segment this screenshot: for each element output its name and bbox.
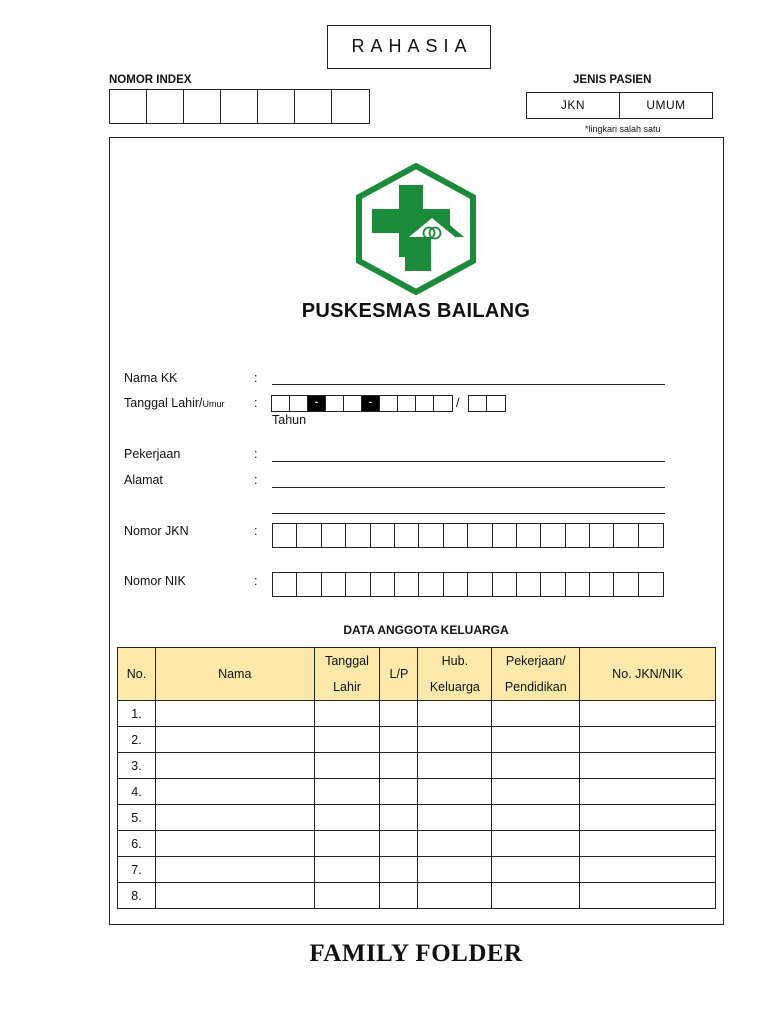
nomor-jkn-label: Nomor JKN <box>124 524 189 538</box>
cell-lp[interactable] <box>380 883 418 909</box>
nik-digit-box[interactable] <box>297 573 321 596</box>
colon: : <box>254 396 258 410</box>
patient-type-umum[interactable]: UMUM <box>619 93 712 118</box>
nik-digit-box[interactable] <box>346 573 370 596</box>
jkn-digit-box[interactable] <box>468 524 492 547</box>
cell-hub[interactable] <box>418 831 492 857</box>
confidential-box <box>327 25 491 69</box>
cell-nama[interactable] <box>155 831 314 857</box>
cell-tanggal[interactable] <box>314 753 380 779</box>
nik-digit-box[interactable] <box>590 573 614 596</box>
cell-jkn[interactable] <box>580 883 716 909</box>
family-folder-title: FAMILY FOLDER <box>309 940 523 967</box>
col-tanggal-line2: Lahir <box>333 680 361 694</box>
cell-pekerjaan[interactable] <box>492 701 580 727</box>
cell-tanggal[interactable] <box>314 727 380 753</box>
col-hub-line2: Keluarga <box>429 680 480 694</box>
index-number-label: NOMOR INDEX <box>109 74 192 86</box>
cell-nama[interactable] <box>155 753 314 779</box>
jkn-digit-box[interactable] <box>639 524 663 547</box>
cell-jkn[interactable] <box>580 753 716 779</box>
jkn-digit-box[interactable] <box>322 524 346 547</box>
jkn-digit-box[interactable] <box>493 524 517 547</box>
cell-tanggal[interactable] <box>314 779 380 805</box>
jkn-digit-box[interactable] <box>566 524 590 547</box>
cell-pekerjaan[interactable] <box>492 857 580 883</box>
jkn-digit-box[interactable] <box>614 524 638 547</box>
colon: : <box>254 447 258 461</box>
col-pek-line1: Pekerjaan/ <box>505 654 566 668</box>
col-no: No. <box>118 648 156 701</box>
cell-tanggal[interactable] <box>314 857 380 883</box>
date-separator: - <box>362 396 380 411</box>
date-digit-box[interactable] <box>326 396 344 411</box>
row-number: 2. <box>118 727 156 753</box>
jkn-digit-box[interactable] <box>444 524 468 547</box>
row-number: 6. <box>118 831 156 857</box>
nik-number-boxes[interactable] <box>272 572 664 597</box>
date-separator: - <box>308 396 326 411</box>
cell-pekerjaan[interactable] <box>492 831 580 857</box>
alamat-input-line-1[interactable] <box>272 487 665 488</box>
nik-digit-box[interactable] <box>468 573 492 596</box>
age-boxes[interactable] <box>468 395 506 412</box>
colon: : <box>254 524 258 538</box>
col-hub-line1: Hub. <box>441 654 469 668</box>
cell-lp[interactable] <box>380 779 418 805</box>
nik-digit-box[interactable] <box>395 573 419 596</box>
date-digit-box[interactable] <box>380 396 398 411</box>
cell-nama[interactable] <box>155 805 314 831</box>
cell-jkn[interactable] <box>580 779 716 805</box>
table-row <box>118 883 716 909</box>
jkn-digit-box[interactable] <box>371 524 395 547</box>
confidential-label: RAHASIA <box>351 36 473 56</box>
cell-hub[interactable] <box>418 727 492 753</box>
table-row <box>118 727 716 753</box>
cell-jkn[interactable] <box>580 831 716 857</box>
table-row <box>118 857 716 883</box>
nik-digit-box[interactable] <box>517 573 541 596</box>
nomor-nik-label: Nomor NIK <box>124 574 186 588</box>
index-digit-box[interactable] <box>221 90 258 123</box>
cell-tanggal[interactable] <box>314 831 380 857</box>
age-digit-box[interactable] <box>469 396 487 411</box>
tanggal-lahir-text: Tanggal Lahir/ <box>124 396 203 410</box>
index-digit-box[interactable] <box>258 90 295 123</box>
date-digit-box[interactable] <box>398 396 416 411</box>
jkn-digit-box[interactable] <box>346 524 370 547</box>
age-digit-box[interactable] <box>487 396 505 411</box>
patient-type-note: *lingkari salah satu <box>585 124 661 134</box>
kemenkes-hexagon-cross-icon <box>355 163 477 295</box>
colon: : <box>254 574 258 588</box>
nik-digit-box[interactable] <box>273 573 297 596</box>
cell-nama[interactable] <box>155 779 314 805</box>
patient-type-options <box>526 92 713 119</box>
alamat-input-line-2[interactable] <box>272 513 665 514</box>
cell-jkn[interactable] <box>580 805 716 831</box>
row-number: 1. <box>118 701 156 727</box>
umur-label: Umur <box>202 399 225 409</box>
jkn-digit-box[interactable] <box>273 524 297 547</box>
cell-tanggal[interactable] <box>314 883 380 909</box>
cell-lp[interactable] <box>380 805 418 831</box>
cell-nama[interactable] <box>155 701 314 727</box>
nik-digit-box[interactable] <box>566 573 590 596</box>
cell-hub[interactable] <box>418 701 492 727</box>
tahun-label: Tahun <box>272 413 307 427</box>
row-number: 7. <box>118 857 156 883</box>
nama-kk-label: Nama KK <box>124 371 178 385</box>
index-digit-box[interactable] <box>295 90 332 123</box>
cell-hub[interactable] <box>418 883 492 909</box>
cell-pekerjaan[interactable] <box>492 883 580 909</box>
col-pek-line2: Pendidikan <box>504 680 567 694</box>
cell-hub[interactable] <box>418 753 492 779</box>
tanggal-lahir-label <box>124 396 225 410</box>
cell-lp[interactable] <box>380 831 418 857</box>
cell-lp[interactable] <box>380 701 418 727</box>
nik-digit-box[interactable] <box>322 573 346 596</box>
cell-pekerjaan[interactable] <box>492 753 580 779</box>
date-digit-box[interactable] <box>272 396 290 411</box>
members-table <box>117 647 716 909</box>
index-digit-box[interactable] <box>147 90 184 123</box>
row-number: 8. <box>118 883 156 909</box>
cell-lp[interactable] <box>380 727 418 753</box>
cell-hub[interactable] <box>418 857 492 883</box>
jkn-digit-box[interactable] <box>590 524 614 547</box>
members-header-row <box>118 648 716 701</box>
col-lp: L/P <box>380 648 418 701</box>
patient-type-label: JENIS PASIEN <box>573 74 652 86</box>
nik-digit-box[interactable] <box>639 573 663 596</box>
cell-pekerjaan[interactable] <box>492 805 580 831</box>
colon: : <box>254 473 258 487</box>
nik-digit-box[interactable] <box>614 573 638 596</box>
birth-date-boxes[interactable] <box>271 395 453 412</box>
nik-digit-box[interactable] <box>493 573 517 596</box>
table-row <box>118 805 716 831</box>
index-digit-box[interactable] <box>332 90 369 123</box>
members-section-title: DATA ANGGOTA KELUARGA <box>343 623 509 637</box>
nik-digit-box[interactable] <box>541 573 565 596</box>
col-pekerjaan <box>492 648 580 701</box>
cell-nama[interactable] <box>155 857 314 883</box>
cell-hub[interactable] <box>418 779 492 805</box>
nama-kk-input-line[interactable] <box>272 384 665 385</box>
jkn-digit-box[interactable] <box>297 524 321 547</box>
table-row <box>118 779 716 805</box>
cell-pekerjaan[interactable] <box>492 779 580 805</box>
cell-lp[interactable] <box>380 753 418 779</box>
jkn-digit-box[interactable] <box>395 524 419 547</box>
table-row <box>118 701 716 727</box>
table-row <box>118 831 716 857</box>
jkn-number-boxes[interactable] <box>272 523 664 548</box>
nik-digit-box[interactable] <box>444 573 468 596</box>
row-number: 3. <box>118 753 156 779</box>
alamat-label: Alamat <box>124 473 163 487</box>
date-digit-box[interactable] <box>344 396 362 411</box>
cell-lp[interactable] <box>380 857 418 883</box>
cell-jkn[interactable] <box>580 727 716 753</box>
cell-tanggal[interactable] <box>314 805 380 831</box>
jkn-digit-box[interactable] <box>517 524 541 547</box>
cell-nama[interactable] <box>155 727 314 753</box>
jkn-digit-box[interactable] <box>419 524 443 547</box>
nik-digit-box[interactable] <box>419 573 443 596</box>
pekerjaan-input-line[interactable] <box>272 461 665 462</box>
table-row <box>118 753 716 779</box>
date-digit-box[interactable] <box>416 396 434 411</box>
patient-type-jkn[interactable]: JKN <box>560 98 586 112</box>
date-digit-box[interactable] <box>290 396 308 411</box>
cell-hub[interactable] <box>418 805 492 831</box>
jkn-digit-box[interactable] <box>541 524 565 547</box>
nik-digit-box[interactable] <box>371 573 395 596</box>
col-jkn-nik: No. JKN/NIK <box>580 648 716 701</box>
index-digit-box[interactable] <box>110 90 147 123</box>
date-digit-box[interactable] <box>434 396 452 411</box>
age-slash: / <box>456 396 460 410</box>
pekerjaan-label: Pekerjaan <box>124 447 181 461</box>
row-number: 5. <box>118 805 156 831</box>
cell-nama[interactable] <box>155 883 314 909</box>
col-nama: Nama <box>155 648 314 701</box>
cell-pekerjaan[interactable] <box>492 727 580 753</box>
col-tanggal-lahir <box>314 648 380 701</box>
cell-jkn[interactable] <box>580 857 716 883</box>
cell-tanggal[interactable] <box>314 701 380 727</box>
index-number-boxes[interactable] <box>109 89 370 124</box>
index-digit-box[interactable] <box>184 90 221 123</box>
col-hub-keluarga <box>418 648 492 701</box>
colon: : <box>254 371 258 385</box>
cell-jkn[interactable] <box>580 701 716 727</box>
organization-name: PUSKESMAS BAILANG <box>301 300 531 322</box>
row-number: 4. <box>118 779 156 805</box>
col-tanggal-line1: Tanggal <box>325 654 369 668</box>
